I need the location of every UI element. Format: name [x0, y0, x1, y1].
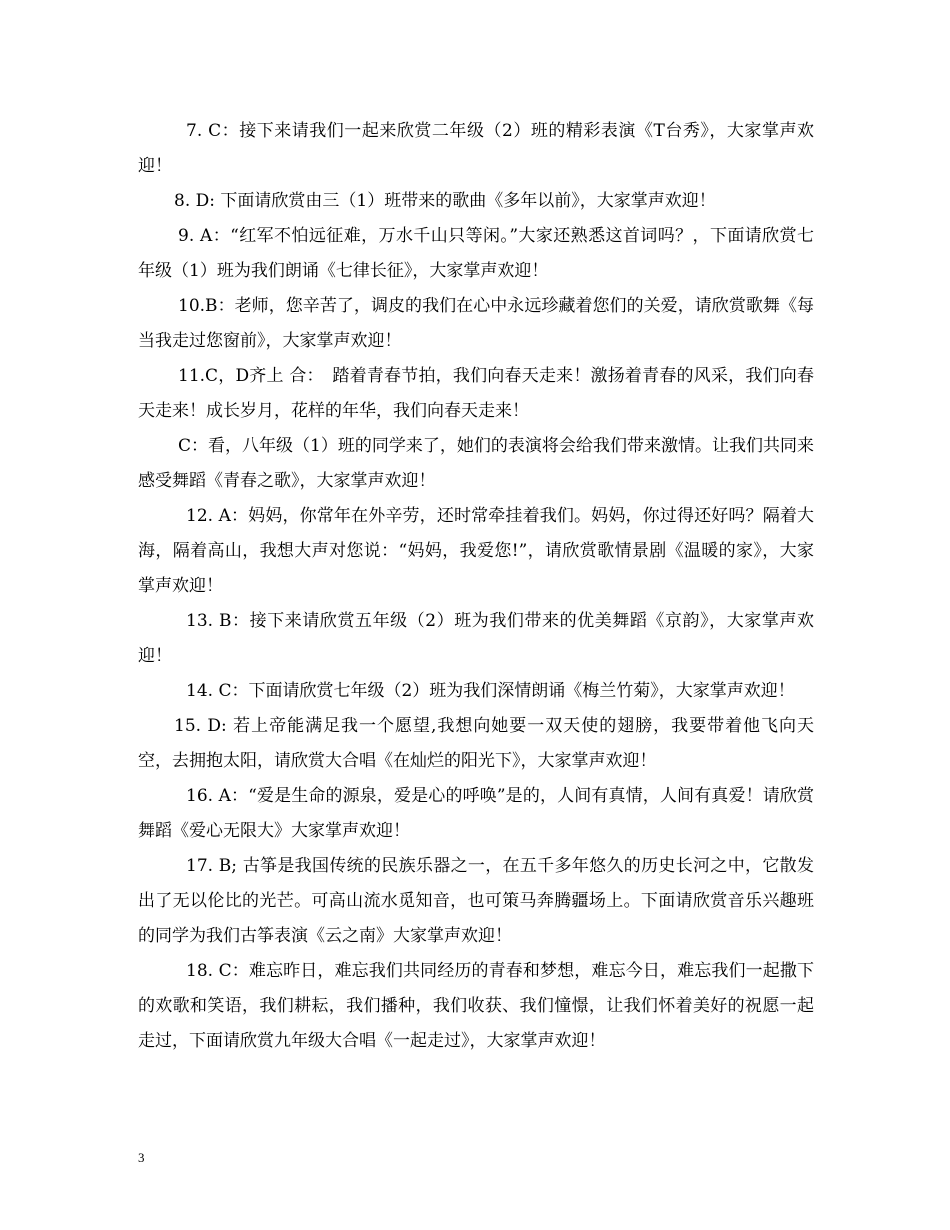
paragraph-16: 16. A：“爱是生命的源泉，爱是心的呼唤”是的，人间有真情，人间有真爱！请欣赏舞蹈《爱心无限大》大家掌声欢迎！: [138, 786, 814, 841]
paragraph-17: 17. B; 古筝是我国传统的民族乐器之一，在五千多年悠久的历史长河之中，它散发出了无以伦比的光芒。可高山流水觅知音，也可策马奔腾疆场上。下面请欣赏音乐兴趣班的同学为我们古筝表演《云之南》大家掌声欢迎！: [138, 856, 814, 946]
paragraph-10: 10.B：老师，您辛苦了，调皮的我们在心中永远珍藏着您们的关爱，请欣赏歌舞《每当我走过您窗前》，大家掌声欢迎！: [138, 296, 814, 351]
paragraph-9: 9. A：“红军不怕远征难，万水千山只等闲。”大家还熟悉这首词吗？，下面请欣赏七年级（1）班为我们朗诵《七律长征》，大家掌声欢迎！: [138, 226, 814, 281]
paragraph-15: 15. D: 若上帝能满足我一个愿望,我想向她要一双天使的翅膀，我要带着他飞向天空，去拥抱太阳，请欣赏大合唱《在灿烂的阳光下》，大家掌声欢迎！: [138, 716, 814, 771]
page-number: 3: [138, 1150, 145, 1165]
paragraph-11: 11.C，D齐上 合： 踏着青春节拍，我们向春天走来！激扬着青春的风采，我们向春天走来！成长岁月，花样的年华，我们向春天走来！: [138, 366, 814, 421]
paragraph-13: 13. B：接下来请欣赏五年级（2）班为我们带来的优美舞蹈《京韵》，大家掌声欢迎！: [138, 611, 814, 666]
document-body: [138, 114, 814, 1059]
paragraph-18: 18. C：难忘昨日，难忘我们共同经历的青春和梦想，难忘今日，难忘我们一起撒下的欢歌和笑语，我们耕耘，我们播种，我们收获、我们憧憬，让我们怀着美好的祝愿一起走过，下面请欣赏九年级大合唱《一起走过》，大家掌声欢迎！: [138, 961, 814, 1051]
paragraph-11-c: C：看，八年级（1）班的同学来了，她们的表演将会给我们带来激情。让我们共同来感受舞蹈《青春之歌》，大家掌声欢迎！: [138, 436, 814, 491]
paragraph-14: 14. C：下面请欣赏七年级（2）班为我们深情朗诵《梅兰竹菊》，大家掌声欢迎！: [186, 681, 795, 701]
paragraph-7: 7. C：接下来请我们一起来欣赏二年级（2）班的精彩表演《T台秀》，大家掌声欢迎！: [138, 121, 814, 176]
paragraph-12: 12. A：妈妈，你常年在外辛劳，还时常牵挂着我们。妈妈，你过得还好吗？隔着大海，隔着高山，我想大声对您说：“妈妈，我爱您!”，请欣赏歌情景剧《温暖的家》，大家掌声欢迎！: [138, 506, 814, 596]
paragraph-8: 8. D: 下面请欣赏由三（1）班带来的歌曲《多年以前》，大家掌声欢迎！: [174, 191, 716, 211]
